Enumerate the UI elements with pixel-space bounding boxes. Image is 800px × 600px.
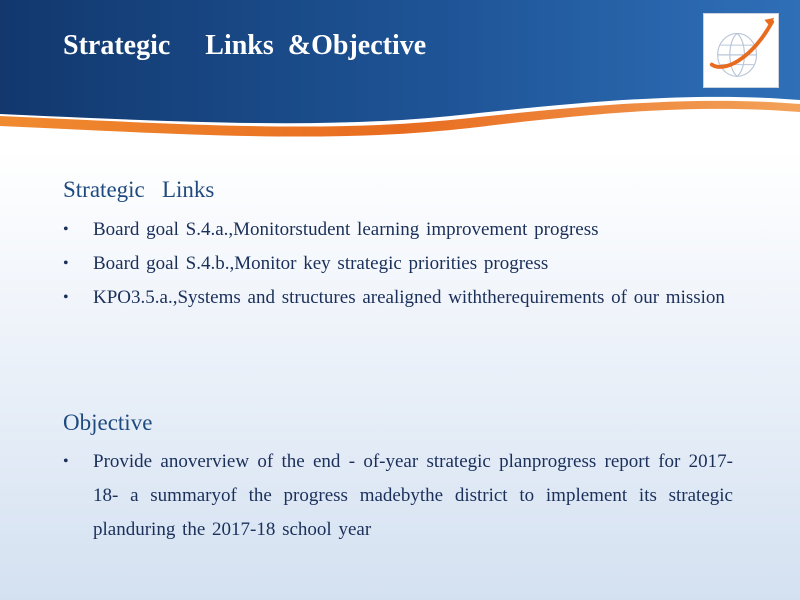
list-item [63,445,733,547]
slide-title: Strategic Links &Objective [63,30,427,61]
strategic-links-list [63,213,733,315]
globe-swoosh-logo-icon [703,13,779,88]
bullet-text: Board goal S.4.a.,Monitorstudent learning improvement progress [93,219,599,240]
bullet-text: Provide anoverview of the end - of-year strategic planprogress report for 2017-18- a summaryof the progress madebythe district to implement its strategic planduring the 2017-18 school year [93,451,733,540]
bullet-text: KPO3.5.a.,Systems and structures arealigned withtherequirements of our mission [93,287,725,308]
bullet-icon: • [63,289,69,306]
bullet-text: Board goal S.4.b.,Monitor key strategic priorities progress [93,253,549,274]
objective-list [63,445,733,547]
list-item [63,281,733,315]
bullet-icon: • [63,221,69,238]
bullet-icon: • [63,255,69,272]
strategic-links-heading: Strategic Links [63,177,215,202]
list-item [63,213,733,247]
list-item [63,247,733,281]
objective-heading: Objective [63,410,153,435]
bullet-icon: • [63,453,69,470]
header-banner [0,0,800,140]
